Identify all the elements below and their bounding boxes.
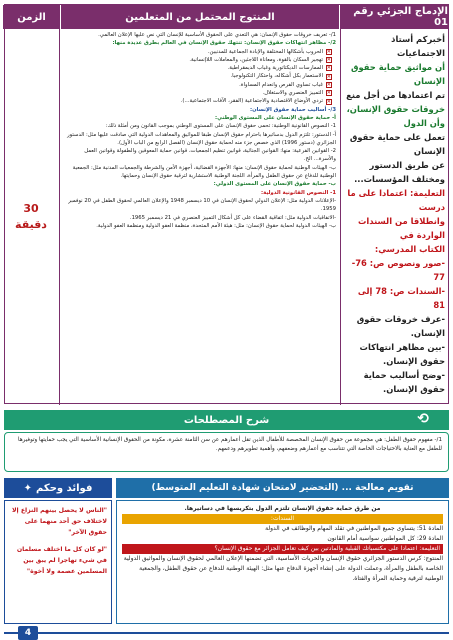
footer-rule [4, 632, 449, 634]
evaluation-source: المادة 29: كل المواطنين سواسية أمام القانون [327, 535, 443, 542]
terms-header [4, 410, 449, 430]
list-item [64, 48, 336, 56]
national-bodies-text: ب- الهيئات الوطنية لحماية حقوق الإنسان: منها: الأجهزة القضائية، أجهزة الأمن والشرطة والجمعيات المدنية مثل: الجمعية الوطنية للدفاع عن حقوق الطفل والمرأة، اللجنة الوطنية الاستشارية لترقية حقوق الإنسان وحمايتها. [72, 164, 336, 180]
list-item-text: تردي الأوضاع الاقتصادية والاجتماعية (الفقر، الآفات الاجتماعية...). [180, 98, 323, 105]
list-item [64, 97, 336, 105]
header-time-label: الزمن [17, 11, 46, 23]
list-item [64, 56, 336, 64]
page [4, 4, 449, 636]
situation-line: أخبركم أستاذ الاجتماعيات [391, 34, 445, 58]
list-item [64, 64, 336, 72]
situation-line: عن طريق الدستور ومختلف المؤسسات... [354, 160, 445, 184]
check-box-icon: ✕ [326, 81, 331, 88]
time-unit: دقيقة [15, 218, 47, 231]
terms-box [4, 432, 449, 472]
header-product [60, 5, 340, 29]
page-number: 4 [18, 626, 38, 640]
national-texts: 1- النصوص القانونية الوطنية: تحمى حقوق الإنسان على المستوى الوطني بموجب القانون ومن أمثلة ذلك: [105, 123, 336, 130]
benefits-header [4, 478, 112, 498]
time-column [3, 29, 60, 405]
list-item-text: الاستعمار بكل أشكاله، واحتكار التكنولوجيا. [230, 73, 323, 80]
list-item-text: التمييز العنصري والاستغلال. [262, 90, 323, 97]
list-item-text: الممارسات الديكتاتورية وغياب الديمقراطية. [227, 65, 323, 72]
evaluation-task: التعليمة: اعتمادا على مكتسباتك القبلية والمادتين بين كيف تعامل الجزائر مع حقوق الإنسان؟ [122, 544, 443, 554]
instruction-line: -السندات ص: 78 إلى 81 [357, 286, 445, 310]
sub-laws-text: 2- القوانين الفرعية: منها: القوانين الجنائية، قوانين تنظيم الجمعيات، قوانين حماية المعوقين والطفولة وقوانين العمل والأسرة... الخ. [84, 148, 336, 163]
constitution-text: أ- الدستور: تلتزم الدول بدساتيرها باحترام حقوق الإنسان طبقا للمواثيق والمعاهدات الدولية التي صادقت عليها مثل: الدستور الجزائري (دستور 1996) الذي خصص جزء منه لحماية حقوق الإنسان (الفصل الرابع من الباب الأول). [67, 131, 336, 146]
instruction-line: -صور ونصوص ص: 76-77 [351, 258, 445, 282]
header-integration-label: الإدماج الجزئي رقم 01 [353, 6, 448, 28]
situation-line: تم اعتمادها من أجل منع [346, 90, 445, 100]
task-line: -وضح أساليب حماية حقوق الإنسان. [363, 370, 445, 394]
list-item-text: تهجير السكان بالقوة، ومعاناة اللاجئين، والمعاملات اللاإنسانية. [189, 56, 323, 63]
benefits-title: فوائد وحكم [36, 482, 93, 494]
declarations-text: -الإعلانات الدولية مثل: الإعلان الدولي لحقوق الإنسان في 10 ديسمبر 1948 والإعلان العالمي لحقوق الطفل في 20 نوفمبر 1959. [68, 197, 336, 213]
situation-line: تعمل على حماية حقوق الإنسان [349, 132, 445, 156]
list-item [64, 81, 336, 89]
benefits-box [4, 500, 112, 624]
instruction-line: التعليمة: اعتمادا على ما درست [347, 188, 445, 212]
product-column [60, 29, 340, 405]
terms-title: شرح المصطلحات [183, 414, 270, 426]
evaluation-header [116, 478, 449, 498]
star-icon: ✦ [23, 482, 33, 494]
evaluation-answer: المنتوج: كرس الدستور الجزائري حقوق الإنسان والحريات الأساسية، التي تضمنها الإعلان العالمي لحقوق الإنسان والمواثيق الدولية الخاصة بالطفل والمرأة، وعملت الدولة على إنشاء أجهزة الدفاع عنها مثل: الهيئة الوطنية للدفاع عن حقوق الطفل، والجمعية الوطنية لترقية وحماية المرأة والفتاة. [123, 555, 443, 582]
header-product-label: المنتوج المحتمل من المتعلمين [125, 11, 275, 23]
situation-line: أن مواثيق حماية حقوق الإنسان [350, 62, 445, 86]
header-integration [340, 5, 448, 29]
definition-text: 1/- تعريف خروقات حقوق الإنسان: هي التعدي على الحقوق الأساسية للإنسان التي نص عليها الإعلان العالمي. [98, 32, 336, 38]
header-time [3, 5, 60, 29]
situation-column [340, 29, 448, 405]
list-item [64, 72, 336, 80]
evaluation-box [116, 500, 449, 624]
lesson-table [4, 4, 449, 404]
national-heading: أ- حماية حقوق الإنسان على المستوى الوطني: [215, 114, 336, 121]
international-heading: ب- حماية حقوق الإنسان على المستوى الدولي: [213, 181, 336, 188]
check-box-icon: ✕ [326, 73, 331, 80]
refresh-icon: ⟲ [417, 411, 429, 427]
benefit-quote: "الناس لا يحصل بينهم النزاع إلا لاختلاف حق أحد منهما على حقوق الآخر" [11, 507, 107, 536]
protection-heading: 3/- أساليب حماية حقوق الإنسان: [250, 106, 336, 113]
terms-text: 1/- مفهوم حقوق الطفل: هي مجموعة من حقوق الإنسان المخصصة للأطفال الذين تقل أعمارهم عن سن الثامنة عشرة، مكونة من الحقوق الإنسانية الأساسية التي يجب حمايتها وتوفيرها للطفل مع العناية بالاحتياجات الخاصة التي تتناسب مع أعمارهم وضعفهم، وأهمية تطويرهم ودعمهم. [18, 437, 442, 452]
international-texts-heading: 1- النصوص القانونية الدولية: [261, 189, 336, 196]
instruction-line: وانطلاقا من السندات الواردة في [357, 216, 445, 240]
instruction-line: الكتاب المدرسي: [374, 244, 445, 254]
check-box-icon: ✕ [326, 65, 331, 72]
evaluation-sources-label: السندات: [122, 514, 443, 524]
list-item-text: الحروب بأشكالها المختلفة والإبادة الجماعية للمدنيين. [207, 48, 323, 55]
check-box-icon: ✕ [326, 98, 331, 105]
violations-heading: 2/- مظاهر انتهاكات حقوق الإنسان: تنتهك حقوق الإنسان في العالم بطرق عديدة منها: [112, 40, 336, 47]
evaluation-question: من طرق حماية حقوق الإنسان تلتزم الدول بتكريسها في دساتيرها. [184, 505, 381, 512]
evaluation-source: المادة 51: يتساوى جميع المواطنين في تقلد المهام والوظائف في الدولة [265, 525, 443, 532]
evaluation-title: تقويم معالجة ... (التحضير لامتحان شهادة التعليم المتوسط) [151, 483, 414, 493]
list-item [64, 89, 336, 97]
check-box-icon: ✕ [326, 48, 331, 55]
conventions-text: -الاتفاقيات الدولية مثل: اتفاقية القضاء على كل أشكال التمييز العنصري في 21 ديسمبر 1965. [129, 214, 336, 221]
situation-line: خروقات حقوق الإنسان، وأن الدول [346, 104, 445, 128]
check-box-icon: ✕ [326, 90, 331, 97]
task-line: -بين مظاهر انتهاكات حقوق الإنسان. [359, 342, 445, 366]
check-box-icon: ✕ [326, 57, 331, 64]
time-value: 30 [23, 202, 39, 215]
benefit-quote: "لو كان كل ما اختلف مسلمان في شيء تهاجرا لم يبق بين المسلمين عصمة ولا أخوة" [16, 546, 107, 575]
task-line: -عرف خروقات حقوق الإنسان. [356, 314, 445, 338]
list-item-text: غياب تساوي الفرص وانعدام المساواة. [239, 81, 323, 88]
international-bodies-text: ب- الهيئات الدولية لحماية حقوق الإنسان: مثل: هيئة الأمم المتحدة، منظمة العفو الدولية ومنظمة العفو الدولية. [96, 222, 336, 229]
